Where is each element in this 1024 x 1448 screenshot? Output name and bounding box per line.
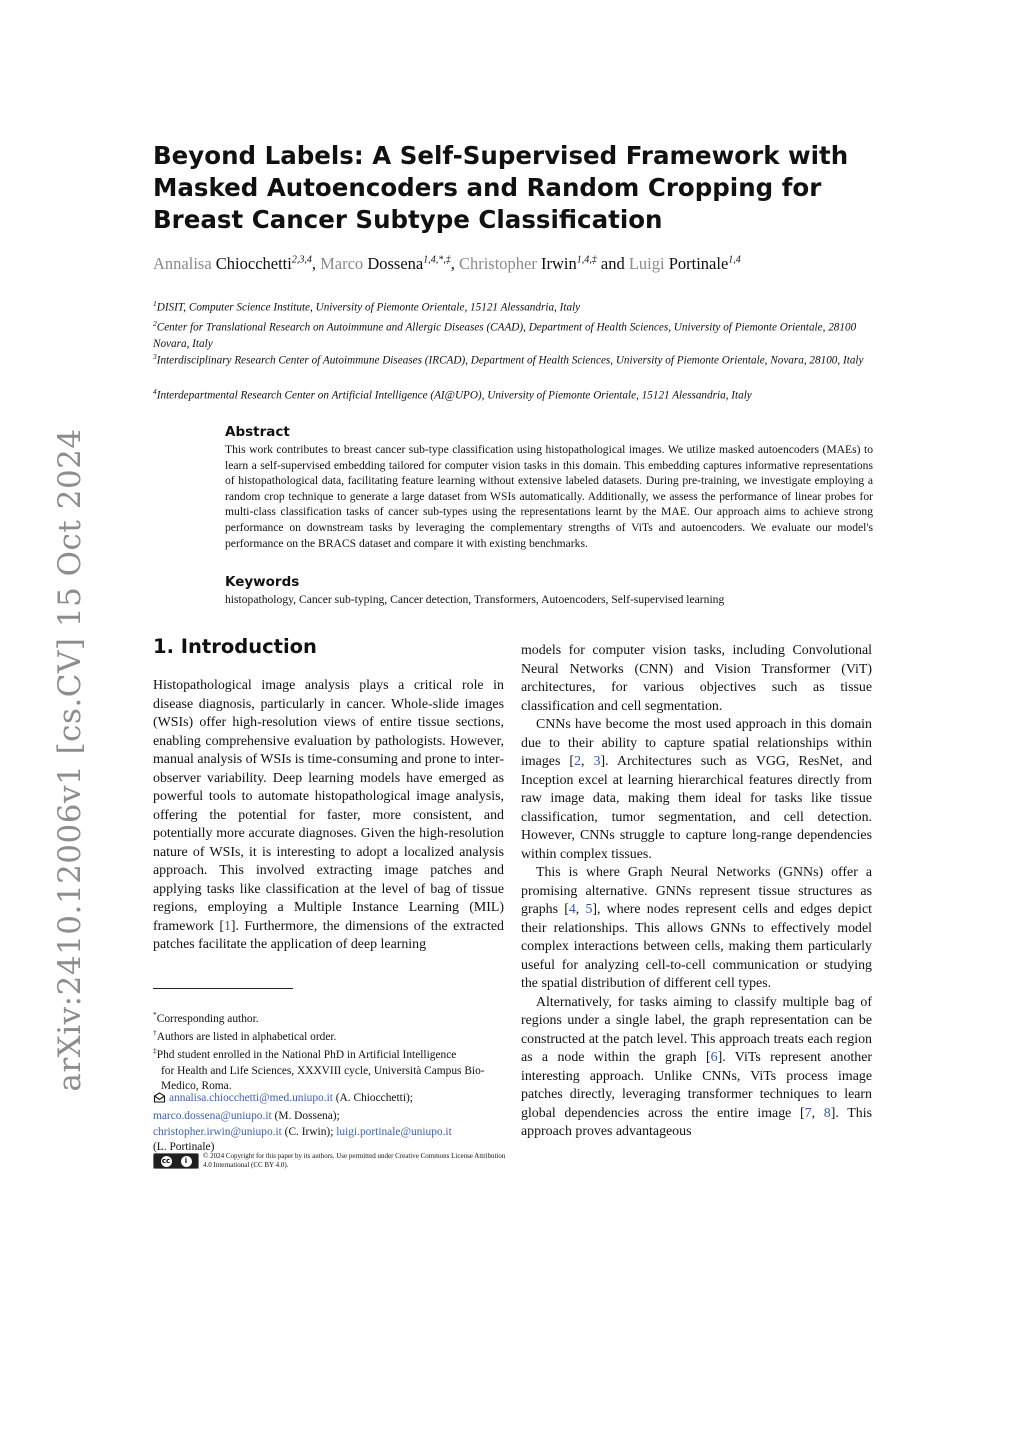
email-owner-chiocchetti: (A. Chiocchetti);: [332, 1092, 413, 1104]
by-icon: i: [181, 1156, 192, 1167]
copyright-notice: © 2024 Copyright for this paper by its authors. Use permitted under Creative Commons License Attribution 4.0 International (CC BY 4.0).: [203, 1152, 506, 1169]
author-family-name: Dossena: [367, 254, 424, 273]
paragraph-text: ,: [575, 902, 586, 917]
author-given-name: Luigi: [628, 254, 665, 273]
affiliation-4: $^4$Interdepartmental Research Center on Artificial Intelligence (AI@UPO), University of Piemonte Orientale, 15121 Alessandria, Italy: [153, 387, 752, 402]
body-column-left: [153, 677, 504, 955]
affiliation-2: $^2$Center for Translational Research on Autoimmune and Allergic Diseases (CAAD), Department of Health Sciences, University of Piemonte Orientale, 28100 Novara, Italy: [153, 319, 857, 350]
author-affiliation-marks: 1,4,*,‡: [423, 254, 451, 266]
abstract-heading: Abstract: [225, 424, 290, 440]
footnote-emails: [153, 1091, 513, 1156]
paragraph-text: ], where nodes represent cells and edges depict their relationships. This allows GNNs to effectively model complex interactions between cells, making them particularly useful for analyzing cell-to-cell communication or studying the spatial distribution of different cell types.: [521, 902, 872, 991]
author-affiliation-marks: 1,4: [728, 254, 741, 266]
paragraph-text: Histopathological image analysis plays a critical role in disease diagnosis, particularly in cancer. Whole-slide images (WSIs) offer high-resolution views of entire tissue sections, enabling comprehensive evaluation by pathologists. However, manual analysis of WSIs is time-consuming and prone to inter-observer variability. Deep learning models have emerged as powerful tools to automate histopathological image analysis, offering the potential for faster, more consistent, and potentially more accurate diagnoses. Given the high-resolution nature of WSIs, it is interesting to adopt a localized analysis approach. This involved extracting image patches and applying tasks like classification at the level of bag of tissue regions, employing a Multiple Instance Learning (MIL) framework [: [153, 678, 504, 934]
paragraph-text: models for computer vision tasks, including Convolutional Neural Networks (CNN) and Vision Transformer (ViT) architectures, for various objectives such as tissue classification and cell segmentation.: [521, 643, 872, 714]
author-0: [153, 254, 320, 273]
email-owner-dossena: (M. Dossena);: [271, 1109, 340, 1122]
author-1: [320, 254, 459, 273]
paragraph-text: ,: [811, 1105, 824, 1121]
citation-link[interactable]: 5: [585, 902, 593, 917]
citation-link[interactable]: 1: [223, 918, 231, 934]
body-column-right: [521, 642, 872, 1142]
paragraph-text: Alternatively, for tasks aiming to classify multiple bag of regions under a single label, the graph representation can be constructed at the patch level. This approach treats each region as a node within the graph [: [521, 994, 872, 1065]
author-family-name: Chiocchetti: [215, 254, 292, 273]
paragraph: [521, 994, 872, 1142]
paragraph: [521, 642, 872, 716]
author-given-name: Christopher: [458, 254, 537, 273]
author-given-name: Annalisa: [153, 254, 212, 273]
paragraph-text: ]. Furthermore, the dimensions of the extracted patches facilitate the application of deep learning: [153, 918, 504, 952]
author-affiliation-marks: 2,3,4: [291, 254, 312, 266]
envelope-icon: [153, 1092, 166, 1109]
email-link-portinale[interactable]: luigi.portinale@uniupo.it: [336, 1125, 452, 1138]
paragraph-text: ]. This approach proves advantageous: [521, 1105, 872, 1139]
cc-icon: cc: [161, 1156, 171, 1165]
section-heading-introduction: 1. Introduction: [153, 635, 317, 658]
paragraph-text: This is where Graph Neural Networks (GNNs) offer a promising alternative. GNNs represent tissue structures as graphs [: [521, 865, 872, 917]
author-2: [459, 254, 629, 273]
paragraph-text: ]. ViTs represent another interesting approach. Unlike CNNs, ViTs process image patches directly, leveraging transformer techniques to learn global dependencies across the entire image [: [521, 1050, 873, 1121]
author-separator: ,: [311, 254, 321, 273]
affiliation-3: $^3$Interdisciplinary Research Center of Autoimmune Diseases (IRCAD), Department of Health Sciences, University of Piemonte Orientale, Novara, 28100, Italy: [153, 352, 864, 367]
keywords-heading: Keywords: [225, 574, 300, 590]
paper-title: Beyond Labels: A Self-Supervised Framework with Masked Autoencoders and Random Cropping for Breast Cancer Subtype Classification: [153, 141, 849, 234]
author-family-name: Portinale: [668, 254, 729, 273]
abstract-text: This work contributes to breast cancer sub-type classification using histopathological images. We utilize masked autoencoders (MAEs) to learn a self-supervised embedding tailored for computer vision tasks in this domain. This embedding captures informative representations of histopathological data, facilitating feature learning without extensive labeled datasets. During pre-training, we investigate employing a random crop technique to generate a large dataset from WSIs automatically. Additionally, we assess the performance of linear probes for multi-class classification tasks of cancer sub-types using the representations learnt by the MAE. Our approach aims to achieve strong performance on downstream tasks by leveraging the complementary strengths of ViTs and autoencoders. We evaluate our model's performance on the BRACS dataset and compare it with existing benchmarks.: [225, 443, 873, 550]
keywords-text: histopathology, Cancer sub-typing, Cancer detection, Transformers, Autoencoders, Self-supervised learning: [225, 593, 725, 606]
email-link-irwin[interactable]: christopher.irwin@uniupo.it: [153, 1125, 282, 1138]
citation-link[interactable]: 7: [804, 1105, 812, 1121]
citation-link[interactable]: 8: [823, 1105, 831, 1121]
author-affiliation-marks: 1,4,‡: [576, 254, 597, 266]
paragraph-text: CNNs have become the most used approach in this domain due to their ability to capture spatial relationships within images [: [521, 717, 872, 769]
citation-link[interactable]: 3: [593, 754, 601, 769]
email-owner-portinale: (L. Portinale): [153, 1141, 215, 1154]
author-3: [629, 254, 741, 273]
email-link-chiocchetti[interactable]: annalisa.chiocchetti@med.uniupo.it: [169, 1092, 333, 1104]
paragraph: [153, 677, 504, 955]
citation-link[interactable]: 2: [574, 754, 582, 769]
footnote-alphabetical: †Authors are listed in alphabetical order.: [153, 1028, 337, 1043]
email-link-dossena[interactable]: marco.dossena@uniupo.it: [153, 1109, 272, 1122]
footnote-corresponding: *Corresponding author.: [153, 1010, 259, 1025]
footnote-rule: [153, 988, 293, 989]
author-given-name: Marco: [320, 254, 364, 273]
citation-link[interactable]: 6: [710, 1050, 718, 1065]
affiliation-1: $^1$DISIT, Computer Science Institute, University of Piemonte Orientale, 15121 Alessandria, Italy: [153, 299, 581, 314]
paragraph-text: ]. Architectures such as VGG, ResNet, and Inception excel at learning hierarchical features directly from raw image data, making them ideal for tasks like tissue classification, tumor segmentation, and cell detection. However, CNNs struggle to capture long-range dependencies within complex tissues.: [521, 754, 872, 862]
paragraph-text: ,: [581, 754, 594, 769]
paragraph: [521, 716, 872, 864]
citation-link[interactable]: 4: [568, 902, 576, 917]
author-separator: and: [596, 254, 629, 273]
author-list: [153, 254, 913, 274]
footnote-phd: ‡Phd student enrolled in the National PhD in Artificial Intelligence for Health and Life Sciences, XXXVIII cycle, Università Campus Bio-Medico, Roma.: [153, 1046, 485, 1093]
author-separator: ,: [450, 254, 459, 273]
author-family-name: Irwin: [541, 254, 577, 273]
email-owner-irwin: (C. Irwin);: [281, 1125, 337, 1138]
paragraph: [521, 864, 872, 994]
arxiv-side-label: arXiv:2410.12006v1 [cs.CV] 15 Oct 2024: [52, 428, 88, 1092]
cc-license-badge: [153, 1153, 199, 1169]
